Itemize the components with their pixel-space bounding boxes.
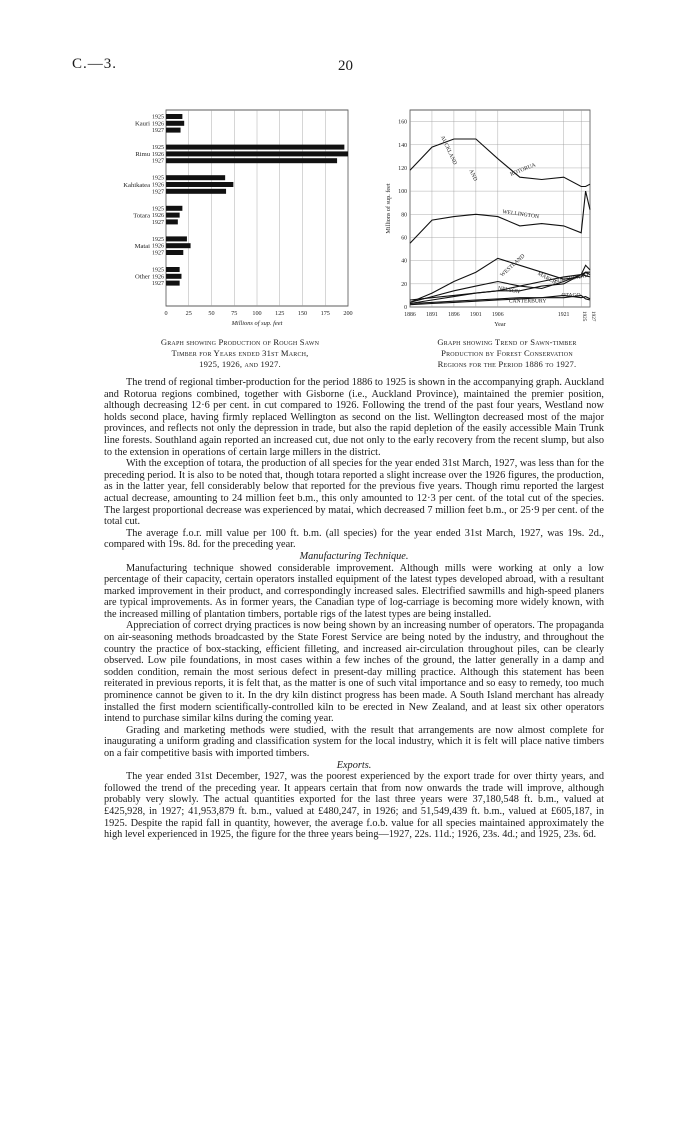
y-tick-label: 140: [398, 142, 407, 149]
series-label-auckland: AUCKLAND: [438, 134, 458, 166]
section-heading-exports: Exports.: [336, 759, 372, 771]
bar-year-label: 1927: [152, 250, 164, 257]
bar-year-label: 1926: [152, 274, 164, 281]
bar-year-label: 1926: [152, 182, 164, 189]
bar: [166, 158, 337, 163]
production-bar-chart: [110, 104, 365, 336]
bar: [166, 114, 182, 119]
right-chart-caption: [398, 337, 616, 370]
bar: [166, 151, 348, 156]
x-tick-label: 1886: [404, 312, 416, 318]
x-tick-label: 1925: [581, 311, 588, 322]
x-axis-title: Millions of sup. feet: [231, 320, 283, 327]
paragraph: Grading and marketing methods were studied, with the result that arrangements are now almost complete for inaugurating a uniform grading and classification system for the local industry, which it is felt will place native timbers on a fair competitive basis with imported timbers.: [104, 724, 604, 759]
bar-year-label: 1927: [152, 219, 164, 226]
bar: [166, 189, 226, 194]
bar-year-label: 1925: [152, 206, 164, 213]
document-reference: C.—3.: [72, 56, 118, 72]
species-label: Matai: [134, 243, 150, 250]
y-tick-label: 20: [401, 281, 407, 288]
caption-line: 1925, 1926, and 1927.: [199, 359, 281, 369]
species-label: Rimu: [135, 151, 150, 159]
paragraph: Appreciation of correct drying practices is now being shown by an increasing number of operators. The propaganda on air-seasoning methods broadcasted by the State Forest Service are being noted by the industry, and throughout the country the practice of box-stacking, efficient filleting, and increased air-circulation throughout piles, can be clearly observed. Low pile foundations, in most cases within a few inches of the ground, the latter generally in a damp and sodden condition, remain the most serious defect in present-day milling practice. Although this statement has been reiterated in previous reports, it is felt that, as the matter is one of such vital importance and so easy to remedy, too much prominence cannot be given to it. In the dry kiln distinct progress has been made. A South Island merchant has already installed the first modern scientifically-controlled kiln to be erected in New Zealand, and at least six other operators intend to purchase similar kilns during the coming year.: [104, 620, 604, 725]
series-line: [410, 139, 590, 187]
x-tick-label: 1927: [590, 311, 596, 322]
bar-year-label: 1927: [152, 128, 164, 135]
bar-year-label: 1925: [152, 236, 164, 243]
series-label-canterbury: CANTERBURY: [508, 298, 547, 305]
y-tick-label: 100: [398, 189, 407, 196]
bar-year-label: 1926: [152, 121, 164, 128]
caption-line: Timber for Years ended 31st March,: [171, 348, 309, 358]
paragraph: The average f.o.r. mill value per 100 ft. b.m. (all species) for the year ended 31st March, 1927, was 19s. 2d., compared with 19s. 8d. for the preceding year.: [104, 527, 604, 551]
paragraph: With the exception of totara, the production of all species for the year ended 31st March, 1927, was less than for the preceding period. It is also to be noted that, though totara reported a slight increase over the 1926 figures, the production, as in the latter year, fell considerably below that reported for the previous five years. Though rimu reported the largest actual decrease, amounting to 24 million feet b.m., this only amounted to 12·3 per cent. of the total cut of the species. The largest proportional decrease was experienced by matai, which decreased 7 million feet b.m., or 25·9 per cent. of the total cut.: [104, 458, 604, 528]
x-tick-label: 50: [208, 310, 215, 317]
bar-year-label: 1926: [152, 213, 164, 220]
species-label: Kahikatea: [123, 181, 150, 189]
x-tick-label: 1891: [426, 312, 438, 318]
x-tick-label: 1921: [557, 312, 570, 318]
x-tick-label: 175: [320, 310, 330, 317]
body-text: [104, 377, 604, 841]
y-tick-label: 40: [401, 258, 407, 265]
x-tick-label: 200: [343, 310, 353, 317]
bar: [166, 213, 180, 218]
paragraph: The year ended 31st December, 1927, was the poorest experienced by the export trade for over thirty years, and followed the trend of the preceding year. It appears certain that from now onwards the trade will improve, although probably very slowly. The actual quantities exported for the last three years were 37,180,548 ft. b.m., valued at £425,928, in 1927; 41,953,879 ft. b.m., valued at £480,247, in 1926; and 51,549,439 ft. b.m., valued at £605,187, in 1925. Despite the rapid fall in quantity, however, the average f.o.b. value for all species maintained approximately the high level experienced in 1925, the figure for the three years being—1927, 22s. 11d.; 1926, 23s. 4d.; and 1925, 23s. 6d.: [104, 771, 604, 841]
bar: [166, 250, 183, 255]
series-label-wellington: WELLINGTON: [501, 209, 540, 221]
x-tick-label: 0: [164, 310, 168, 317]
bar: [166, 206, 182, 211]
series-line: [410, 191, 590, 243]
bar: [166, 121, 184, 126]
series-label-rotorua: ROTORUA: [509, 162, 537, 178]
series-label-otago: OTAGO: [561, 292, 581, 299]
series-label-marlborough: MARLB.: [536, 271, 558, 287]
bar-year-label: 1927: [152, 189, 164, 196]
caption-line: Production by Forest Conservation: [441, 348, 573, 358]
bar-year-label: 1926: [152, 151, 164, 158]
x-tick-label: 1901: [470, 312, 482, 318]
bar: [166, 274, 181, 279]
paragraph: The trend of regional timber-production for the period 1886 to 1925 is shown in the accompanying graph. Auckland and Rotorua regions combined, together with Gisborne (i.e., Auckland Province), maintained the premier position, although decreasing 12·6 per cent. in cut compared to 1926. Following the trend of the past four years, Westland now holds second place, having firmly replaced Wellington as second on the list. Wellington decreased most of the major provinces, and reflects not only the depression in trade, but also the rapid depletion of the easily accessible Main Trunk line forests. Southland again reported an increased cut, due not only to the early recovery from the recent slump, but also to the extension in operations of certain large millers in the district.: [104, 377, 604, 458]
series-label-nelson: NELSON: [497, 285, 521, 296]
y-tick-label: 160: [398, 119, 407, 126]
bar-year-label: 1926: [152, 243, 164, 250]
bar-year-label: 1925: [152, 114, 164, 121]
x-tick-label: 1906: [492, 312, 504, 318]
regional-trend-line-chart: [380, 104, 615, 336]
x-tick-label: 1896: [448, 312, 460, 318]
species-label: Totara: [133, 212, 150, 220]
bar: [166, 243, 191, 248]
series-label-westland: WESTLAND: [499, 253, 527, 279]
series-label-southland: SOUTHLAND: [554, 272, 589, 285]
caption-line: Regions for the Period 1886 to 1927.: [437, 359, 577, 369]
bar: [166, 219, 178, 224]
x-tick-label: 25: [185, 310, 192, 317]
x-tick-label: 100: [252, 310, 262, 317]
paragraph: Manufacturing technique showed considerable improvement. Although mills were working at only a low percentage of their capacity, certain operators installed equipment of the latest types developed abroad, with a resultant marked improvement in their product, and correspondingly increased sales. Electrified sawmills and high-speed planers are typical improvements. As in former years, the Canadian type of log-carriage is becoming more widely known, with the increased milling of plantation timbers, portable rigs of the latest types are being installed.: [104, 562, 604, 620]
caption-line: Graph showing Production of Rough Sawn: [160, 337, 320, 347]
series-label-and: AND: [467, 168, 479, 183]
bar-year-label: 1925: [152, 267, 164, 274]
y-tick-label: 80: [401, 212, 407, 219]
bar: [166, 236, 187, 241]
species-label: Kauri: [134, 120, 150, 128]
caption-line: Graph showing Trend of Sawn-timber: [437, 337, 577, 347]
bar-year-label: 1927: [152, 158, 164, 165]
y-axis-title: Millions of sup. feet: [385, 183, 392, 234]
bar-year-label: 1925: [152, 145, 164, 152]
x-tick-label: 125: [275, 310, 285, 317]
bar: [166, 182, 233, 187]
y-tick-label: 0: [404, 305, 407, 311]
page-number: 20: [338, 58, 353, 74]
y-tick-label: 120: [398, 165, 407, 172]
bar: [166, 128, 181, 133]
x-tick-label: 75: [231, 310, 238, 317]
bar: [166, 145, 344, 150]
bar-year-label: 1927: [152, 281, 164, 288]
x-axis-title: Year: [494, 321, 506, 328]
y-tick-label: 60: [401, 235, 407, 242]
bar: [166, 175, 225, 180]
x-tick-label: 150: [297, 310, 308, 317]
bar: [166, 281, 180, 286]
species-label: Other: [134, 273, 150, 281]
section-heading-manufacturing: Manufacturing Technique.: [299, 550, 409, 562]
bar: [166, 267, 180, 272]
left-chart-caption: [140, 337, 340, 370]
bar-year-label: 1925: [152, 175, 164, 182]
